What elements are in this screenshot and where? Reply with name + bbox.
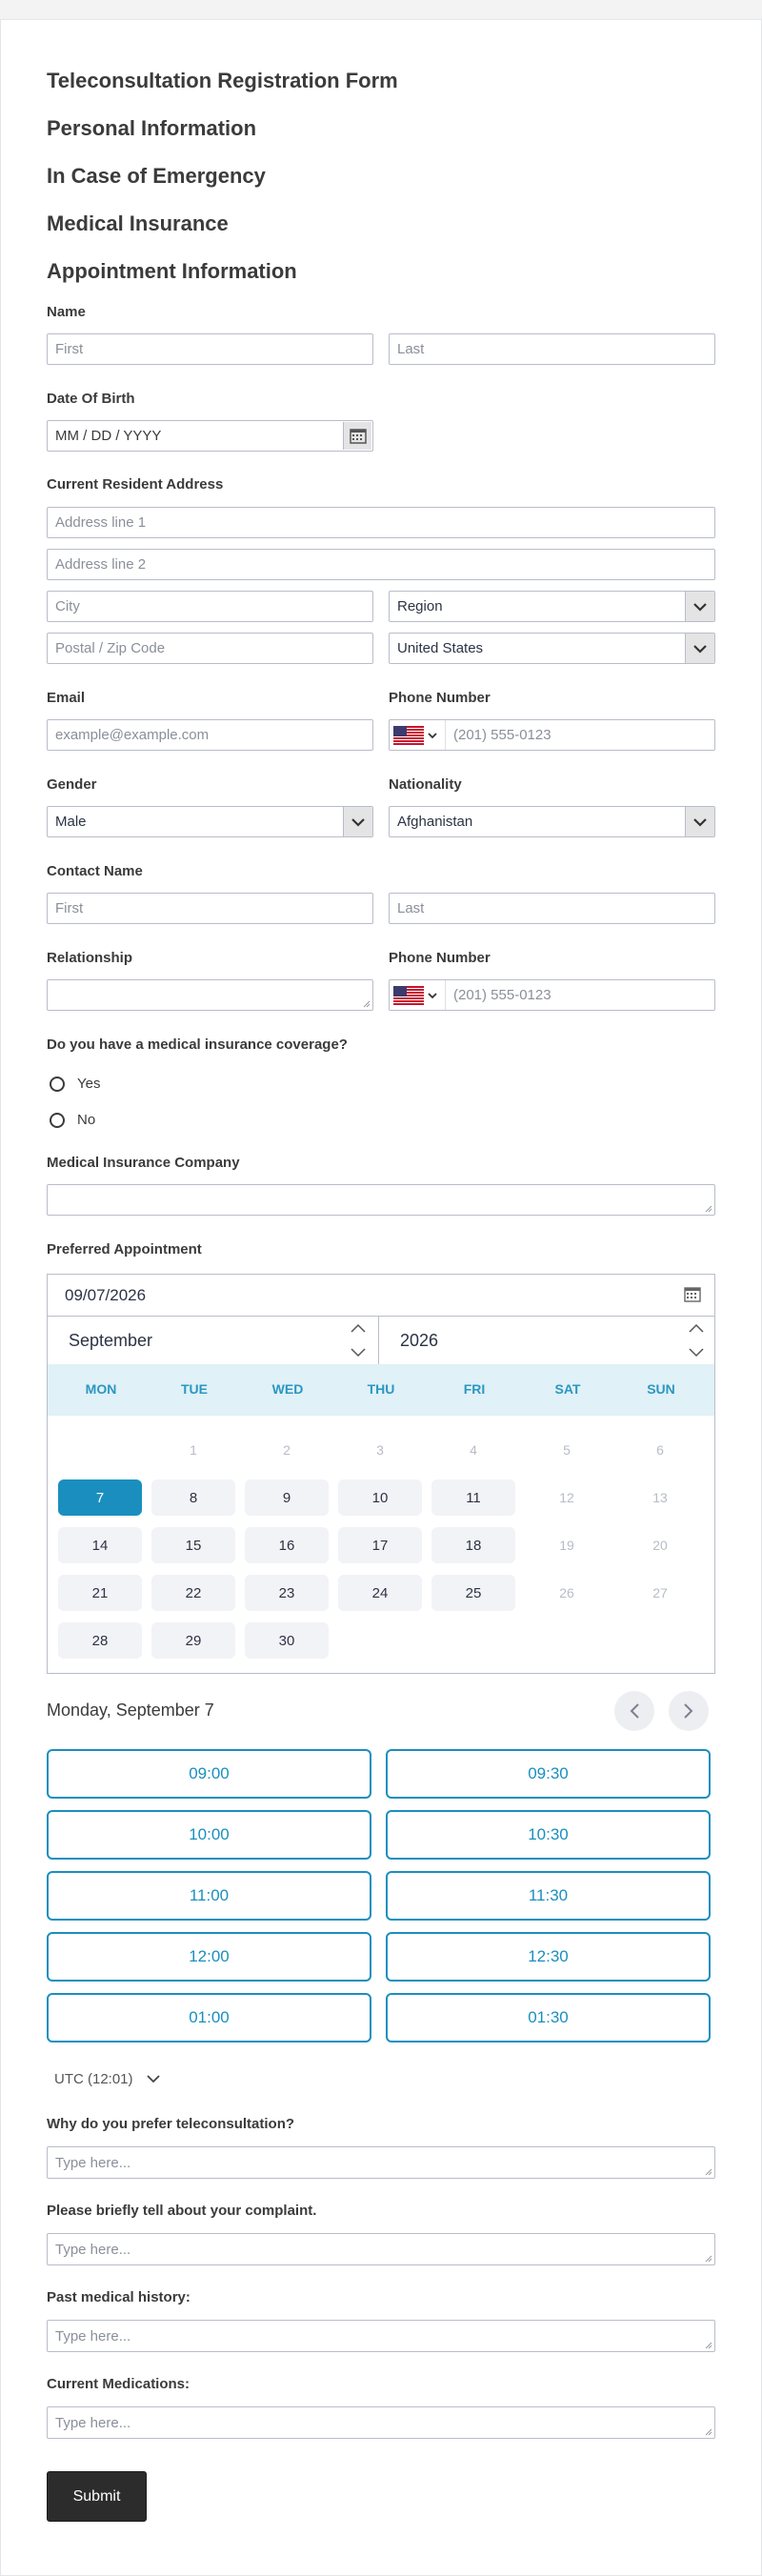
- textarea-placeholder: Type here...: [55, 2327, 131, 2345]
- calendar-day-18[interactable]: 18: [431, 1527, 515, 1563]
- chevron-left-icon: [629, 1702, 640, 1720]
- calendar-day-23[interactable]: 23: [245, 1575, 329, 1611]
- region-select[interactable]: [389, 591, 715, 622]
- calendar-day-3: 3: [376, 1442, 384, 1458]
- month-value: September: [69, 1330, 153, 1350]
- gender-value: Male: [55, 814, 87, 830]
- weekday-sun: SUN: [647, 1381, 675, 1397]
- medications-label: Current Medications:: [47, 2376, 190, 2392]
- resize-handle-icon: [705, 2255, 712, 2263]
- next-day-button[interactable]: [669, 1691, 709, 1731]
- weekday-fri: FRI: [463, 1381, 486, 1397]
- prev-day-button[interactable]: [614, 1691, 654, 1731]
- calendar-day-28[interactable]: 28: [58, 1622, 142, 1659]
- calendar-day-6: 6: [656, 1442, 664, 1458]
- chevron-down-icon: [428, 992, 437, 999]
- complaint-label: Please briefly tell about your complaint.: [47, 2203, 317, 2219]
- city-input[interactable]: [47, 591, 373, 622]
- last-name-input[interactable]: [389, 333, 715, 365]
- email-label: Email: [47, 690, 86, 706]
- complaint-textarea[interactable]: [47, 2233, 715, 2265]
- address-line2-placeholder: Address line 2: [55, 556, 147, 573]
- weekday-sat: SAT: [554, 1381, 581, 1397]
- chevron-down-icon: [685, 807, 714, 836]
- chevron-down-icon: [685, 634, 714, 663]
- calendar-day-17[interactable]: 17: [338, 1527, 422, 1563]
- calendar-day-12: 12: [559, 1490, 574, 1505]
- insurance-company-textarea[interactable]: [47, 1184, 715, 1216]
- gender-label: Gender: [47, 776, 97, 793]
- appointment-date-value: 09/07/2026: [65, 1285, 147, 1304]
- first-name-input[interactable]: [47, 333, 373, 365]
- time-slot-button[interactable]: 11:30: [386, 1871, 711, 1921]
- gender-select[interactable]: [47, 806, 373, 837]
- timezone-value: UTC (12:01): [54, 2071, 133, 2087]
- relationship-label: Relationship: [47, 950, 133, 966]
- first-name-placeholder: First: [55, 341, 84, 357]
- calendar-day-5: 5: [563, 1442, 571, 1458]
- contact-first-placeholder: First: [55, 900, 84, 916]
- weekday-tue: TUE: [181, 1381, 208, 1397]
- medical-history-label: Past medical history:: [47, 2289, 190, 2305]
- weekday-mon: MON: [85, 1381, 117, 1397]
- email-placeholder: example@example.com: [55, 727, 210, 743]
- city-placeholder: City: [55, 598, 80, 614]
- up-down-chevron-icon: [688, 1322, 705, 1358]
- calendar-day-9[interactable]: 9: [245, 1479, 329, 1516]
- nationality-label: Nationality: [389, 776, 462, 793]
- address-line2-input[interactable]: [47, 549, 715, 580]
- timezone-select[interactable]: [54, 2071, 160, 2087]
- address-line1-placeholder: Address line 1: [55, 514, 147, 531]
- selected-day-text: Monday, September 7: [47, 1701, 214, 1720]
- month-select[interactable]: [48, 1317, 379, 1364]
- country-value: United States: [397, 640, 484, 656]
- chevron-down-icon: [147, 2075, 160, 2083]
- calendar-icon[interactable]: [343, 422, 371, 450]
- year-value: 2026: [400, 1330, 439, 1350]
- textarea-placeholder: Type here...: [55, 2241, 131, 2258]
- calendar-day-13: 13: [652, 1490, 668, 1505]
- calendar-day-1: 1: [190, 1442, 197, 1458]
- section-appointment-information: Appointment Information: [47, 259, 297, 283]
- time-slot-button[interactable]: 10:30: [386, 1810, 711, 1860]
- contact-first-input[interactable]: [47, 893, 373, 924]
- address-label: Current Resident Address: [47, 476, 224, 493]
- calendar-day-16[interactable]: 16: [245, 1527, 329, 1563]
- calendar-day-26: 26: [559, 1585, 574, 1600]
- email-input[interactable]: [47, 719, 373, 751]
- textarea-placeholder: Type here...: [55, 2154, 131, 2171]
- calendar-day-4: 4: [470, 1442, 477, 1458]
- dob-placeholder: MM / DD / YYYY: [55, 428, 162, 444]
- us-flag-icon: [393, 726, 424, 745]
- name-label: Name: [47, 304, 86, 320]
- appointment-date-input[interactable]: [48, 1275, 714, 1317]
- appointment-calendar: [47, 1274, 715, 1674]
- postal-code-input[interactable]: [47, 633, 373, 664]
- coverage-no-label[interactable]: No: [77, 1112, 96, 1128]
- phone-placeholder: (201) 555-0123: [453, 727, 551, 743]
- why-teleconsultation-textarea[interactable]: [47, 2146, 715, 2179]
- insurance-company-label: Medical Insurance Company: [47, 1155, 240, 1171]
- time-slot-button[interactable]: 12:30: [386, 1932, 711, 1982]
- time-slot-button[interactable]: 11:00: [47, 1871, 371, 1921]
- calendar-day-29[interactable]: 29: [151, 1622, 235, 1659]
- resize-handle-icon: [705, 2342, 712, 2349]
- phone-label: Phone Number: [389, 690, 491, 706]
- form-title: Teleconsultation Registration Form: [47, 69, 398, 92]
- us-flag-icon: [393, 986, 424, 1005]
- medical-history-textarea[interactable]: [47, 2320, 715, 2352]
- calendar-day-20: 20: [652, 1538, 668, 1553]
- time-slot-button[interactable]: 01:00: [47, 1993, 371, 2043]
- resize-handle-icon: [705, 1205, 712, 1213]
- calendar-day-22[interactable]: 22: [151, 1575, 235, 1611]
- emergency-phone-label: Phone Number: [389, 950, 491, 966]
- contact-last-placeholder: Last: [397, 900, 425, 916]
- medications-textarea[interactable]: [47, 2406, 715, 2439]
- region-value: Region: [397, 598, 443, 614]
- calendar-day-15[interactable]: 15: [151, 1527, 235, 1563]
- address-line1-input[interactable]: [47, 507, 715, 538]
- calendar-day-24[interactable]: 24: [338, 1575, 422, 1611]
- resize-handle-icon: [705, 2428, 712, 2436]
- section-medical-insurance: Medical Insurance: [47, 211, 229, 235]
- calendar-day-21[interactable]: 21: [58, 1575, 142, 1611]
- contact-name-label: Contact Name: [47, 863, 143, 879]
- calendar-icon[interactable]: [684, 1286, 701, 1307]
- calendar-day-19: 19: [559, 1538, 574, 1553]
- nationality-select[interactable]: [389, 806, 715, 837]
- time-slot-button[interactable]: 09:30: [386, 1749, 711, 1799]
- resize-handle-icon: [705, 2168, 712, 2176]
- postal-code-placeholder: Postal / Zip Code: [55, 640, 166, 656]
- dob-input[interactable]: [47, 420, 373, 452]
- calendar-day-30[interactable]: 30: [245, 1622, 329, 1659]
- calendar-day-7[interactable]: 7: [58, 1479, 142, 1516]
- country-code-dropdown[interactable]: [393, 720, 446, 750]
- country-code-dropdown[interactable]: [393, 980, 446, 1010]
- year-select[interactable]: [379, 1317, 714, 1364]
- time-slot-button[interactable]: 12:00: [47, 1932, 371, 1982]
- chevron-down-icon: [343, 807, 372, 836]
- chevron-down-icon: [428, 732, 437, 739]
- calendar-day-14[interactable]: 14: [58, 1527, 142, 1563]
- appointment-label: Preferred Appointment: [47, 1241, 202, 1258]
- calendar-day-25[interactable]: 25: [431, 1575, 515, 1611]
- calendar-day-10[interactable]: 10: [338, 1479, 422, 1516]
- time-slot-button[interactable]: 01:30: [386, 1993, 711, 2043]
- calendar-day-27: 27: [652, 1585, 668, 1600]
- chevron-right-icon: [683, 1702, 694, 1720]
- time-slot-button[interactable]: 09:00: [47, 1749, 371, 1799]
- dob-label: Date Of Birth: [47, 391, 135, 407]
- calendar-day-11[interactable]: 11: [431, 1479, 515, 1516]
- why-teleconsultation-label: Why do you prefer teleconsultation?: [47, 2116, 295, 2132]
- coverage-yes-radio[interactable]: [50, 1077, 65, 1092]
- up-down-chevron-icon: [350, 1322, 367, 1358]
- calendar-day-8[interactable]: 8: [151, 1479, 235, 1516]
- coverage-question: Do you have a medical insurance coverage?: [47, 1036, 348, 1053]
- phone-input[interactable]: [389, 719, 715, 751]
- chevron-down-icon: [685, 592, 714, 621]
- time-slot-button[interactable]: 10:00: [47, 1810, 371, 1860]
- resize-handle-icon: [363, 1000, 371, 1008]
- emergency-phone-placeholder: (201) 555-0123: [453, 987, 551, 1003]
- nationality-value: Afghanistan: [397, 814, 473, 830]
- contact-last-input[interactable]: [389, 893, 715, 924]
- section-personal-information: Personal Information: [47, 116, 257, 140]
- weekday-thu: THU: [367, 1381, 395, 1397]
- section-emergency: In Case of Emergency: [47, 164, 266, 188]
- textarea-placeholder: Type here...: [55, 2414, 131, 2431]
- country-select[interactable]: [389, 633, 715, 664]
- relationship-textarea[interactable]: [47, 979, 373, 1011]
- submit-button[interactable]: Submit: [47, 2471, 147, 2522]
- calendar-day-2: 2: [283, 1442, 291, 1458]
- weekday-wed: WED: [271, 1381, 304, 1397]
- weekday-header: [48, 1364, 714, 1416]
- emergency-phone-input[interactable]: [389, 979, 715, 1011]
- coverage-yes-label[interactable]: Yes: [77, 1076, 101, 1092]
- coverage-no-radio[interactable]: [50, 1113, 65, 1128]
- last-name-placeholder: Last: [397, 341, 425, 357]
